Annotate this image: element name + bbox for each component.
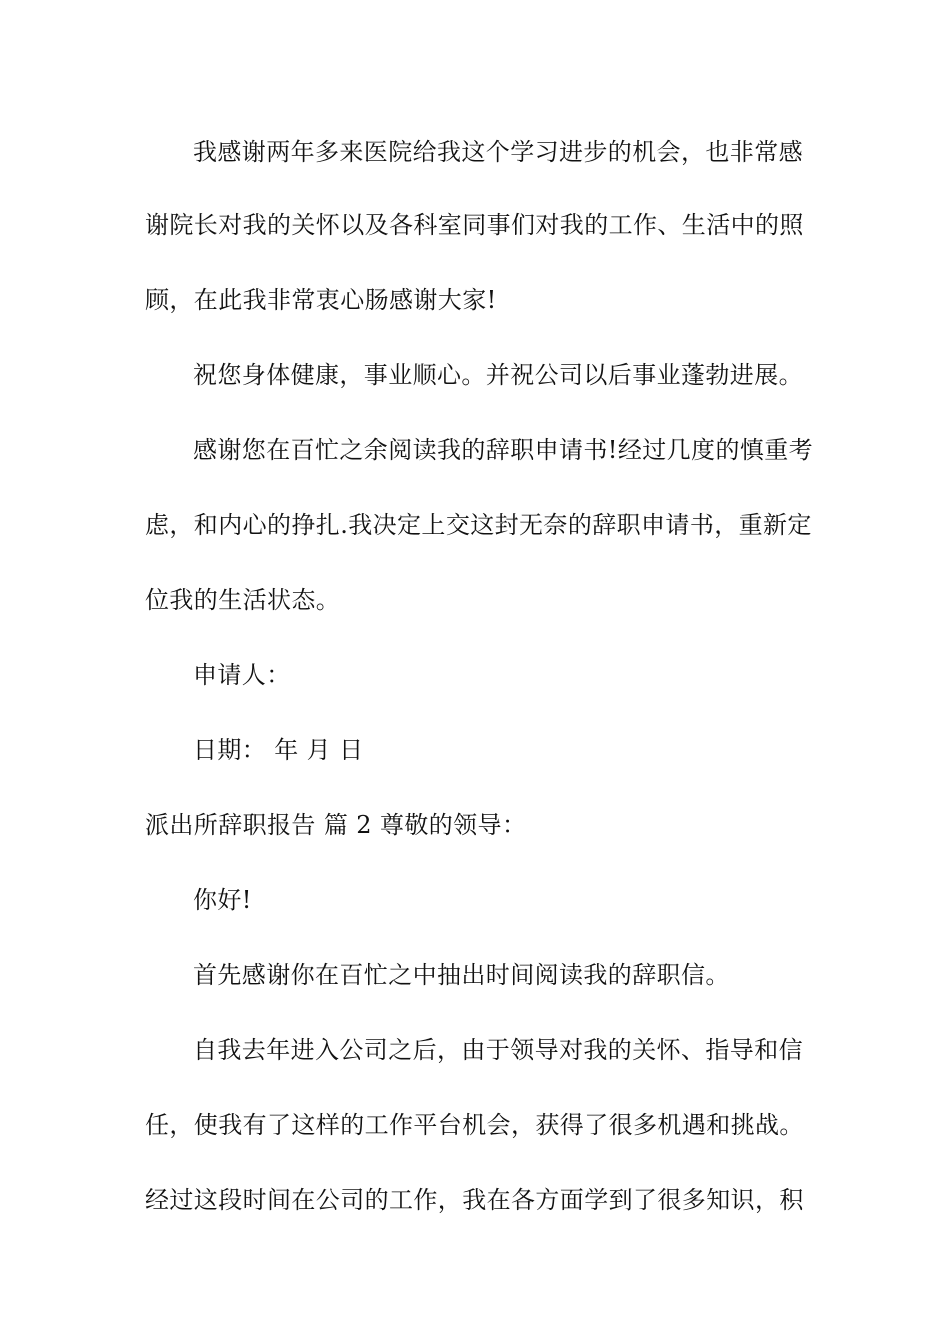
paragraph-line: 谢院长对我的关怀以及各科室同事们对我的工作、生活中的照: [145, 211, 804, 239]
section-heading: 派出所辞职报告 篇 2 尊敬的领导：: [145, 811, 527, 839]
paragraph-line: 位我的生活状态。: [145, 586, 341, 614]
paragraph-line: 任，使我有了这样的工作平台机会，获得了很多机遇和挑战。: [145, 1111, 804, 1139]
paragraph-line: 我感谢两年多来医院给我这个学习进步的机会，也非常感: [193, 138, 803, 166]
paragraph-line: 虑，和内心的挣扎.我决定上交这封无奈的辞职申请书，重新定: [145, 511, 812, 539]
paragraph-line: 经过这段时间在公司的工作，我在各方面学到了很多知识，积: [145, 1186, 804, 1214]
paragraph-line: 顾，在此我非常衷心肠感谢大家!: [145, 286, 497, 314]
paragraph-line: 感谢您在百忙之余阅读我的辞职申请书!经过几度的慎重考: [193, 436, 814, 464]
greeting: 你好!: [193, 886, 252, 914]
applicant-label: 申请人：: [193, 661, 291, 689]
date-label: 日期： 年 月 日: [193, 736, 364, 764]
paragraph-line: 祝您身体健康，事业顺心。并祝公司以后事业蓬勃进展。: [193, 361, 803, 389]
paragraph-line: 自我去年进入公司之后，由于领导对我的关怀、指导和信: [193, 1036, 803, 1064]
paragraph-line: 首先感谢你在百忙之中抽出时间阅读我的辞职信。: [193, 961, 730, 989]
